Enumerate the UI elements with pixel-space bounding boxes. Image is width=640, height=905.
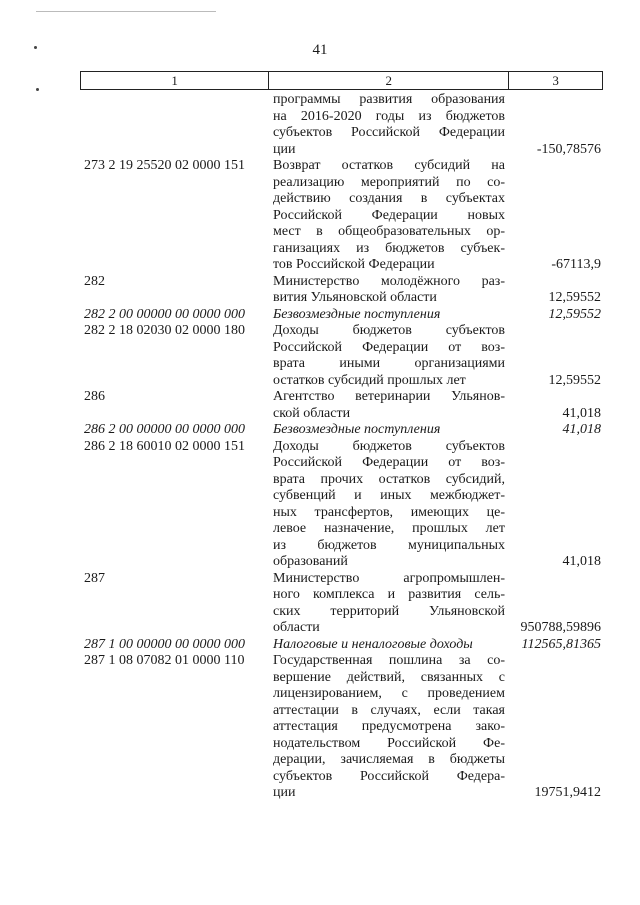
- row-code: 282: [84, 273, 105, 289]
- row-name: [270, 422, 505, 439]
- row-name-line: Российской Федерации от воз-: [273, 455, 505, 470]
- row-name-line: Налоговые и неналоговые доходы: [273, 636, 473, 652]
- row-name-line: Возврат остатков субсидий на: [273, 158, 505, 173]
- row-amount: 19751,9412: [534, 785, 601, 800]
- row-name: [270, 653, 505, 802]
- row-name-line: образований: [273, 554, 348, 569]
- row-code: 282 2 00 00000 00 0000 000: [84, 306, 245, 322]
- row-name-line: области: [273, 620, 320, 635]
- row-name-line: Российской Федерации новых: [273, 207, 505, 223]
- scan-artifact-line: [36, 11, 216, 12]
- row-name-line: субвенций и иных межбюджет-: [273, 488, 505, 503]
- row-name-line: ции: [273, 785, 296, 800]
- row-name-line: аттестация предусмотрена зако-: [273, 719, 505, 734]
- row-code: 273 2 19 25520 02 0000 151: [84, 158, 245, 173]
- table-row: [80, 92, 603, 158]
- row-name-line: на 2016-2020 годы из бюджетов: [273, 108, 505, 124]
- table-row: [80, 307, 603, 324]
- table-row: [80, 439, 603, 571]
- row-name: [270, 389, 505, 422]
- row-name-line: ских территорий Ульяновской: [273, 603, 505, 619]
- row-name: [270, 274, 505, 307]
- row-name-line: врата иными организациями: [273, 356, 505, 371]
- row-name-line: Министерство молодёжного раз-: [273, 273, 505, 289]
- row-name-line: вития Ульяновской области: [273, 290, 437, 305]
- table-row: [80, 571, 603, 637]
- row-name-line: ного комплекса и развития сель-: [273, 587, 505, 602]
- row-code: 287: [84, 570, 105, 586]
- row-name-line: мест в общеобразовательных ор-: [273, 224, 505, 239]
- row-amount: 950788,59896: [520, 620, 601, 635]
- header-col-1: 1: [81, 72, 269, 90]
- row-name-line: лицензированием, с проведением: [273, 686, 505, 701]
- row-code: 286 2 18 60010 02 0000 151: [84, 438, 245, 454]
- row-name-line: Российской Федерации от воз-: [273, 339, 505, 355]
- row-code: 282 2 18 02030 02 0000 180: [84, 323, 245, 338]
- row-code: [80, 92, 270, 158]
- row-name-line: программы развития образования: [273, 92, 505, 107]
- row-name: [270, 637, 505, 654]
- row-name-line: тов Российской Федерации: [273, 257, 435, 272]
- table-row: [80, 389, 603, 422]
- row-name-line: Доходы бюджетов субъектов: [273, 438, 505, 454]
- page-number: 41: [312, 42, 328, 58]
- header-col-3: 3: [509, 72, 603, 90]
- row-name-line: дерации, зачисляемая в бюджеты: [273, 752, 505, 767]
- row-name-line: левое назначение, прошлых лет: [273, 521, 505, 536]
- row-amount: 41,018: [562, 422, 601, 437]
- row-amount: 41,018: [562, 405, 601, 421]
- row-amount: -67113,9: [551, 257, 601, 272]
- row-name: [270, 92, 505, 158]
- table-row: [80, 158, 603, 274]
- row-amount: 112565,81365: [521, 636, 601, 652]
- row-code: 286: [84, 389, 105, 404]
- table-row: [80, 637, 603, 654]
- row-name-line: субъектов Российской Федерации: [273, 125, 505, 140]
- row-amount: 12,59552: [548, 306, 601, 322]
- row-amount: 41,018: [562, 554, 601, 569]
- row-name-line: ции: [273, 141, 296, 157]
- row-amount: 12,59552: [548, 372, 601, 388]
- row-name: [270, 439, 505, 571]
- row-name-line: Безвозмездные поступления: [273, 422, 441, 437]
- row-name-line: реализацию мероприятий по со-: [273, 174, 505, 190]
- row-code: 287 1 08 07082 01 0000 110: [84, 653, 245, 668]
- row-name-line: ных трансфертов, имеющих це-: [273, 504, 505, 520]
- row-name-line: Безвозмездные поступления: [273, 306, 441, 322]
- header-col-2: 2: [269, 72, 509, 90]
- row-name-line: действию создания в субъектах: [273, 191, 505, 206]
- row-name-line: Государственная пошлина за со-: [273, 653, 505, 668]
- table-row: [80, 422, 603, 439]
- row-name: [270, 158, 505, 274]
- row-name-line: Министерство агропромышлен-: [273, 570, 505, 586]
- row-name-line: вершение действий, связанных с: [273, 669, 505, 685]
- row-name-line: из бюджетов муниципальных: [273, 537, 505, 553]
- table-row: [80, 274, 603, 307]
- row-name-line: ганизациях из бюджетов субъек-: [273, 240, 505, 256]
- table-row: [80, 323, 603, 389]
- row-name-line: субъектов Российской Федера-: [273, 768, 505, 784]
- row-name-line: Агентство ветеринарии Ульянов-: [273, 389, 505, 404]
- row-amount: 12,59552: [548, 290, 601, 305]
- row-name-line: ской области: [273, 405, 351, 421]
- row-name: [270, 323, 505, 389]
- row-name-line: нодательством Российской Фе-: [273, 735, 505, 751]
- row-amount: -150,78576: [536, 141, 601, 157]
- table-header: [80, 71, 603, 90]
- row-code: 287 1 00 00000 00 0000 000: [84, 636, 245, 652]
- row-name-line: остатков субсидий прошлых лет: [273, 372, 466, 388]
- row-name-line: аттестации в случаях, если такая: [273, 702, 505, 718]
- row-name: [270, 571, 505, 637]
- row-name: [270, 307, 505, 324]
- row-code: 286 2 00 00000 00 0000 000: [84, 422, 245, 437]
- row-name-line: врата прочих остатков субсидий,: [273, 471, 505, 487]
- table-body: [80, 92, 603, 802]
- row-name-line: Доходы бюджетов субъектов: [273, 323, 505, 338]
- table-row: [80, 653, 603, 802]
- scan-artifact-dot: [36, 88, 39, 91]
